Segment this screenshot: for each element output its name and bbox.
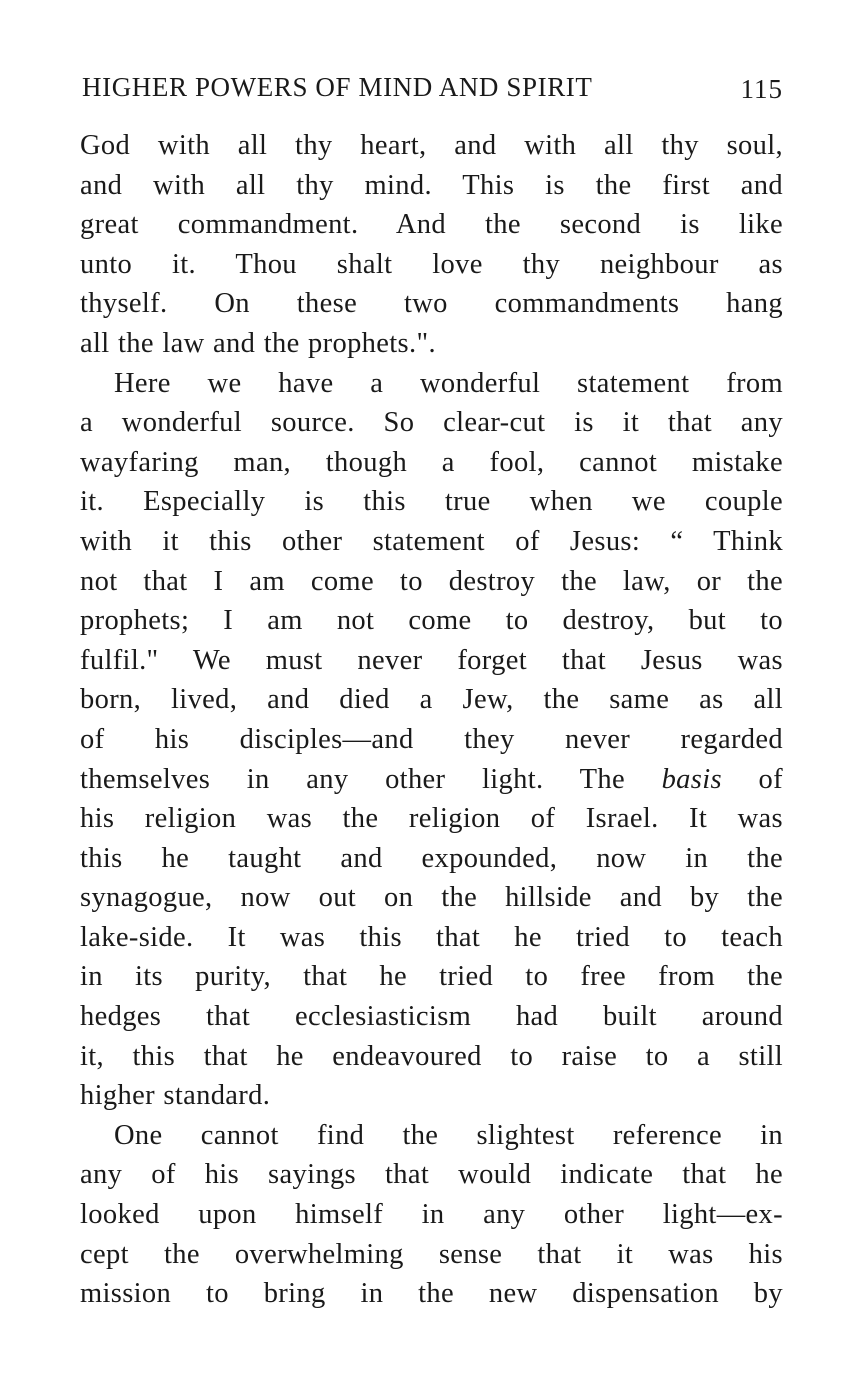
text-line: wayfaring man, though a fool, cannot mistake bbox=[80, 446, 783, 478]
text-line: Here we have a wonderful statement from bbox=[114, 367, 783, 399]
body-text bbox=[80, 126, 783, 1314]
paragraph-1 bbox=[80, 126, 783, 364]
text-line: with it this other statement of Jesus: “ Think bbox=[80, 525, 783, 557]
page-number: 115 bbox=[740, 74, 783, 104]
text-line: this he taught and expounded, now in the bbox=[80, 842, 783, 874]
text-line: it, this that he endeavoured to raise to a still bbox=[80, 1040, 783, 1072]
text-line: great commandment. And the second is like bbox=[80, 209, 783, 241]
text-line: lake-side. It was this that he tried to teach bbox=[80, 921, 783, 953]
text-line: any of his sayings that would indicate that he bbox=[80, 1159, 783, 1191]
italic-word: basis bbox=[661, 763, 722, 795]
text-line-with-italic bbox=[80, 760, 783, 800]
text-line: thyself. On these two commandments hang bbox=[80, 288, 783, 320]
text-line: higher standard. bbox=[80, 1080, 271, 1112]
paragraph-2 bbox=[80, 364, 783, 1116]
running-head bbox=[80, 72, 783, 108]
text-segment: of bbox=[721, 763, 784, 795]
text-line: fulfil." We must never forget that Jesus was bbox=[80, 644, 783, 676]
text-line: born, lived, and died a Jew, the same as all bbox=[80, 684, 783, 716]
text-line: his religion was the religion of Israel. It was bbox=[80, 803, 783, 835]
text-line: One cannot find the slightest reference in bbox=[114, 1119, 783, 1151]
text-line: synagogue, now out on the hillside and by the bbox=[80, 882, 783, 914]
text-line: all the law and the prophets.". bbox=[80, 327, 436, 359]
text-line: a wonderful source. So clear-cut is it that any bbox=[80, 407, 783, 439]
text-line: it. Especially is this true when we couple bbox=[80, 486, 783, 518]
text-line: hedges that ecclesiasticism had built around bbox=[80, 1001, 783, 1033]
text-line: of his disciples—and they never regarded bbox=[80, 723, 783, 755]
paragraph-3 bbox=[80, 1116, 783, 1314]
text-line: mission to bring in the new dispensation by bbox=[80, 1278, 783, 1310]
text-line: looked upon himself in any other light—ex- bbox=[80, 1199, 783, 1231]
text-line: cept the overwhelming sense that it was his bbox=[80, 1238, 783, 1270]
text-line: not that I am come to destroy the law, or the bbox=[80, 565, 783, 597]
text-line: God with all thy heart, and with all thy soul, bbox=[80, 130, 783, 161]
text-segment: themselves in any other light. The bbox=[80, 763, 662, 795]
text-line: unto it. Thou shalt love thy neighbour as bbox=[80, 248, 783, 280]
text-line: in its purity, that he tried to free from the bbox=[80, 961, 783, 993]
running-title: HIGHER POWERS OF MIND AND SPIRIT bbox=[82, 72, 593, 102]
text-line: prophets; I am not come to destroy, but to bbox=[80, 605, 783, 637]
text-line: and with all thy mind. This is the first and bbox=[80, 169, 783, 201]
